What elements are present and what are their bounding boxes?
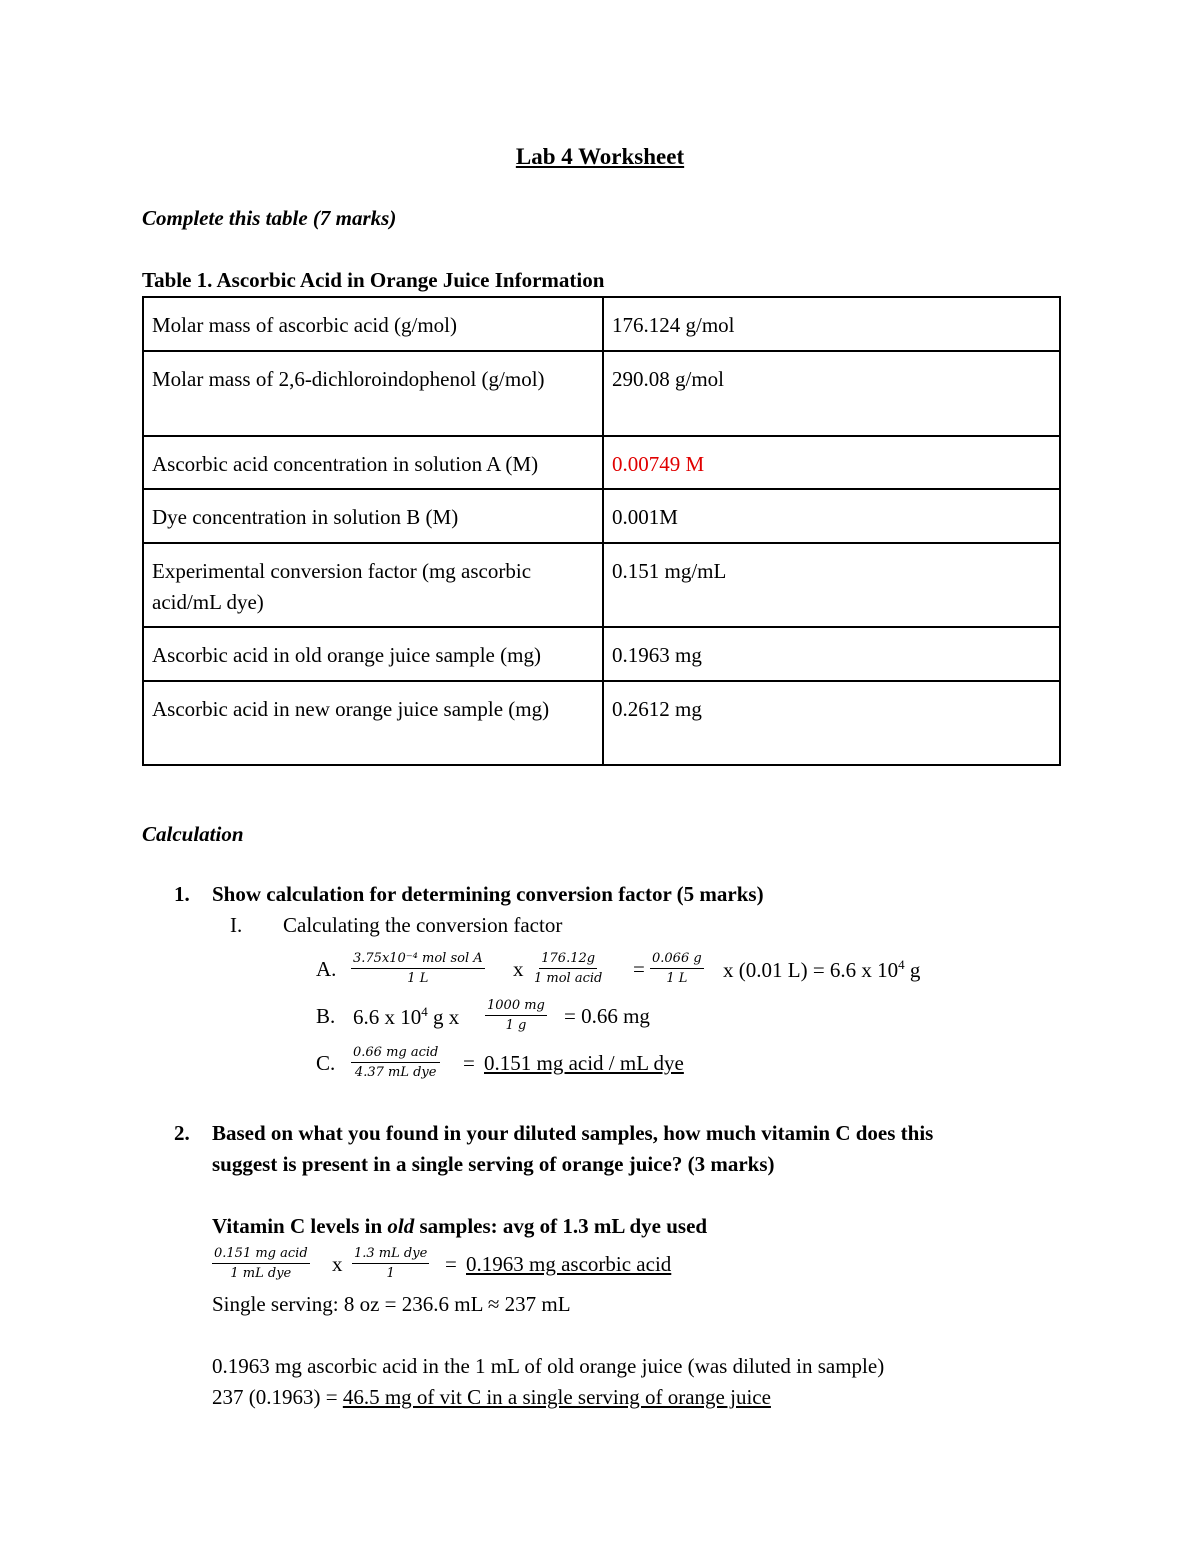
row-value: 0.2612 mg xyxy=(603,681,1060,765)
denominator: 4.37 mL dye xyxy=(354,1065,437,1080)
line-a-unit: g xyxy=(904,958,921,982)
equals-sign: = xyxy=(633,957,645,981)
exponent: 4 xyxy=(898,957,905,972)
table-instruction: Complete this table (7 marks) xyxy=(142,206,397,230)
line-b-label: B. xyxy=(316,1004,336,1028)
q2-text-line2: suggest is present in a single serving of orange juice? (3 marks) xyxy=(212,1152,775,1176)
row-value: 0.1963 mg xyxy=(603,627,1060,681)
row-label: Dye concentration in solution B (M) xyxy=(143,489,603,543)
ascorbic-acid-table xyxy=(142,296,1061,766)
times-sign: x xyxy=(332,1252,343,1276)
table-row xyxy=(143,489,1060,543)
line-a-result-text: x (0.01 L) = 6.6 x 10 xyxy=(723,958,899,982)
old-sample-result: 0.1963 mg ascorbic acid xyxy=(466,1252,672,1276)
table-caption: Table 1. Ascorbic Acid in Orange Juice Information xyxy=(142,268,605,292)
table-row xyxy=(143,627,1060,681)
numerator: 1.3 mL dye xyxy=(352,1245,429,1264)
denominator: 1 L xyxy=(407,971,429,986)
dilution-note: 0.1963 mg ascorbic acid in the 1 mL of old orange juice (was diluted in sample) xyxy=(212,1354,885,1378)
fraction xyxy=(351,1044,440,1081)
table-row xyxy=(143,297,1060,351)
fraction xyxy=(534,950,602,987)
times-sign: x xyxy=(513,957,524,981)
numerator: 3.75x10⁻⁴ mol sol A xyxy=(351,950,485,969)
fraction xyxy=(212,1245,310,1282)
fraction xyxy=(650,950,704,987)
table-row xyxy=(143,681,1060,765)
denominator: 1 mL dye xyxy=(230,1266,292,1281)
final-answer xyxy=(212,1385,771,1410)
row-value-highlighted: 0.00749 M xyxy=(603,436,1060,489)
denominator: 1 xyxy=(386,1266,395,1281)
line-b-prefix-text: 6.6 x 10 xyxy=(353,1005,422,1029)
vitamin-c-heading-old: old xyxy=(387,1214,415,1238)
line-c-label: C. xyxy=(316,1051,336,1075)
vitamin-c-heading-a: Vitamin C levels in xyxy=(212,1214,388,1238)
line-b-prefix-unit: g x xyxy=(427,1005,460,1029)
fraction xyxy=(485,997,547,1034)
denominator: 1 g xyxy=(505,1018,527,1033)
row-label: Experimental conversion factor (mg ascorbic acid/mL dye) xyxy=(143,543,603,627)
fraction xyxy=(351,950,485,987)
table-row xyxy=(143,351,1060,436)
q2-number: 2. xyxy=(174,1121,190,1145)
q1-text: Show calculation for determining conversion factor (5 marks) xyxy=(212,882,764,906)
equals-sign: = xyxy=(463,1051,475,1075)
page-title: Lab 4 Worksheet xyxy=(515,144,685,169)
row-label: Molar mass of ascorbic acid (g/mol) xyxy=(143,297,603,351)
table-row xyxy=(143,436,1060,489)
row-value: 0.151 mg/mL xyxy=(603,543,1060,627)
row-label: Ascorbic acid concentration in solution A (M) xyxy=(143,436,603,489)
numerator: 0.66 mg acid xyxy=(351,1044,440,1063)
q2-text-line1: Based on what you found in your diluted samples, how much vitamin C does this xyxy=(212,1121,934,1145)
q1-roman: I. xyxy=(230,913,243,937)
fraction xyxy=(352,1245,429,1282)
row-label: Molar mass of 2,6-dichloroindophenol (g/mol) xyxy=(143,351,603,436)
final-answer-prefix: 237 (0.1963) = xyxy=(212,1385,343,1409)
q1-number: 1. xyxy=(174,882,190,906)
row-label: Ascorbic acid in new orange juice sample (mg) xyxy=(143,681,603,765)
serving-size: Single serving: 8 oz = 236.6 mL ≈ 237 mL xyxy=(212,1292,571,1316)
final-answer-result: 46.5 mg of vit C in a single serving of orange juice xyxy=(342,1385,771,1409)
exponent: 4 xyxy=(421,1004,428,1019)
line-b-result: = 0.66 mg xyxy=(564,1004,650,1028)
numerator: 1000 mg xyxy=(485,997,547,1016)
denominator: 1 mol acid xyxy=(534,971,603,986)
row-value: 0.001M xyxy=(603,489,1060,543)
line-a-label: A. xyxy=(316,957,337,981)
line-a-result xyxy=(723,957,920,983)
row-value: 290.08 g/mol xyxy=(603,351,1060,436)
row-value: 176.124 g/mol xyxy=(603,297,1060,351)
numerator: 0.066 g xyxy=(650,950,704,969)
numerator: 176.12g xyxy=(539,950,597,969)
conversion-factor-result: 0.151 mg acid / mL dye xyxy=(484,1051,684,1075)
calculation-heading: Calculation xyxy=(142,822,244,846)
equals-sign: = xyxy=(445,1252,457,1276)
numerator: 0.151 mg acid xyxy=(212,1245,310,1264)
vitamin-c-heading-b: samples: avg of 1.3 mL dye used xyxy=(414,1214,708,1238)
vitamin-c-heading xyxy=(212,1214,707,1239)
denominator: 1 L xyxy=(666,971,688,986)
line-b-prefix xyxy=(353,1004,459,1030)
row-label: Ascorbic acid in old orange juice sample (mg) xyxy=(143,627,603,681)
q1-subheading: Calculating the conversion factor xyxy=(283,913,563,937)
table-row xyxy=(143,543,1060,627)
